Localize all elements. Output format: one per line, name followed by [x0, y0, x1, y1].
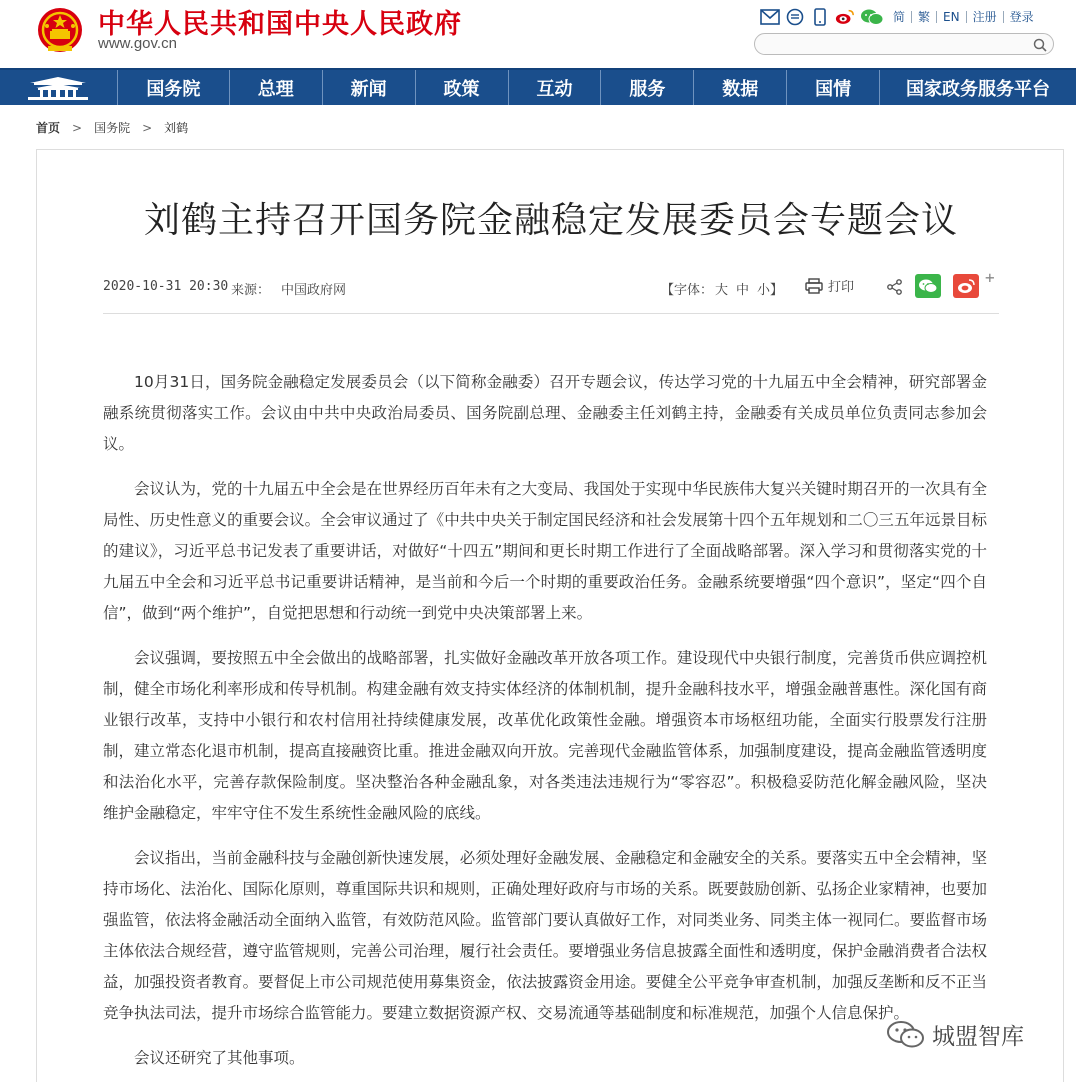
- site-url[interactable]: www.gov.cn: [98, 35, 177, 52]
- message-icon[interactable]: [785, 8, 805, 26]
- article-paragraph: 会议指出，当前金融科技与金融创新快速发展，必须处理好金融发展、金融稳定和金融安全的关系。要落实五中全会精神，坚持市场化、法治化、国际化原则，尊重国际共识和规则，正确处理好政府与市场的关系。既要鼓励创新、弘扬企业家精神，也要加强监管，依法将金融活动全面纳入监管，有效防范风险。监管部门要认真做好工作，对同类业务、同类主体一视同仁。要监督市场主体依法合规经营，遵守监管规则，完善公司治理，履行社会责任。要增强业务信息披露全面性和透明度，保护金融消费者合法权益，加强投资者教育。要督促上市公司规范使用募集资金，依法披露资金用途。要健全公平竞争审查机制，加强反垄断和反不正当竞争执法司法，提升市场综合监管能力。要建立数据资源产权、交易流通等基础制度和标准规范，加强个人信息保护。: [103, 849, 987, 1022]
- printer-icon: [805, 278, 823, 294]
- font-medium-button[interactable]: 中: [736, 283, 750, 298]
- national-emblem-icon[interactable]: [36, 6, 84, 56]
- nav-national-conditions[interactable]: 国情: [787, 70, 880, 105]
- article-body: [103, 367, 987, 1082]
- publish-date: 2020-10-31 20:30: [103, 279, 229, 294]
- lang-traditional-link[interactable]: 繁: [911, 11, 936, 23]
- mail-icon[interactable]: [760, 8, 780, 26]
- chevron-right-icon: >: [72, 120, 83, 135]
- lang-english-link[interactable]: EN: [936, 11, 966, 23]
- article-paragraph: 会议强调，要按照五中全会做出的战略部署，扎实做好金融改革开放各项工作。建设现代中央银行制度，完善货币供应调控机制，健全市场化利率形成和传导机制。构建金融有效支持实体经济的体制机制，提升金融科技水平，增强金融普惠性。深化国有商业银行改革，支持中小银行和农村信用社持续健康发展，改革优化政策性金融。增强资本市场枢纽功能，全面实行股票发行注册制，建立常态化退市机制，提高直接融资比重。推进金融双向开放。完善现代金融监管体系，加强制度建设，提高金融监管透明度和法治化水平，完善存款保险制度。坚决整治各种金融乱象，对各类违法违规行为“零容忍”。积极稳妥防范化解金融风险，坚决维护金融稳定，牢牢守住不发生系统性金融风险的底线。: [103, 649, 987, 822]
- article-paragraph: 会议还研究了其他事项。: [134, 1049, 305, 1067]
- site-title[interactable]: 中华人民共和国中央人民政府: [98, 9, 462, 40]
- nav-services[interactable]: 服务: [601, 70, 694, 105]
- watermark-text: 城盟智库: [932, 1024, 1024, 1050]
- print-button[interactable]: [805, 276, 854, 295]
- font-size-controls: [661, 279, 791, 298]
- share-weibo-icon[interactable]: [953, 274, 979, 298]
- source-label: 来源：: [231, 283, 271, 298]
- font-size-label: 【字体：: [661, 283, 714, 298]
- meta-divider: [103, 313, 999, 314]
- font-small-button[interactable]: 小】: [757, 283, 784, 298]
- breadcrumb-liu-he[interactable]: 刘鹤: [164, 121, 189, 135]
- article-paragraph: 会议认为，党的十九届五中全会是在世界经历百年未有之大变局、我国处于实现中华民族伟大复兴关键时期召开的一次具有全局性、历史性意义的重要会议。全会审议通过了《中共中央关于制定国民经济和社会发展第十四个五年规划和二〇三五年远景目标的建议》，习近平总书记发表了重要讲话，对做好“十四五”期间和更长时期工作进行了全面战略部署。深入学习和贯彻落实党的十九届五中全会和习近平总书记重要讲话精神，是当前和今后一个时期的重要政治任务。金融系统要增强“四个意识”，坚定“四个自信”，做到“两个维护”，自觉把思想和行动统一到党中央决策部署上来。: [103, 480, 987, 622]
- article-title: 刘鹤主持召开国务院金融稳定发展委员会专题会议: [143, 200, 958, 241]
- article-container: [36, 149, 1064, 1082]
- wechat-watermark-icon: [886, 1019, 926, 1051]
- nav-state-council[interactable]: 国务院: [118, 70, 230, 105]
- breadcrumb: [36, 119, 188, 136]
- search-input[interactable]: [765, 36, 1015, 52]
- nav-news[interactable]: 新闻: [323, 70, 416, 105]
- register-link[interactable]: 注册: [966, 11, 1003, 23]
- share-wechat-icon[interactable]: [915, 274, 941, 298]
- nav-data[interactable]: 数据: [694, 70, 787, 105]
- nav-home-icon[interactable]: [0, 70, 118, 105]
- more-share-icon[interactable]: +: [985, 268, 995, 287]
- weibo-icon[interactable]: [835, 8, 855, 26]
- nav-policy[interactable]: 政策: [416, 70, 509, 105]
- print-label: 打印: [828, 280, 855, 295]
- font-large-button[interactable]: 大: [715, 283, 729, 298]
- chevron-right-icon: >: [142, 120, 153, 135]
- search-icon[interactable]: [1033, 37, 1047, 51]
- wechat-icon[interactable]: [860, 8, 884, 26]
- source-name: 中国政府网: [281, 283, 347, 298]
- nav-service-platform[interactable]: 国家政务服务平台: [906, 78, 1051, 100]
- search-box: [754, 33, 1054, 55]
- nav-interaction[interactable]: 互动: [509, 70, 602, 105]
- article-paragraph: 10月31日，国务院金融稳定发展委员会（以下简称金融委）召开专题会议，传达学习党的十九届五中全会精神，研究部署金融系统贯彻落实工作。会议由中共中央政治局委员、国务院副总理、金融委主任刘鹤主持，金融委有关成员单位负责同志参加会议。: [103, 373, 987, 453]
- site-header: [0, 0, 1076, 68]
- share-icon[interactable]: [886, 278, 904, 296]
- header-tools: [760, 6, 1040, 28]
- breadcrumb-state-council[interactable]: 国务院: [94, 121, 131, 135]
- login-link[interactable]: 登录: [1003, 11, 1040, 23]
- watermark: [886, 1018, 1024, 1051]
- nav-premier[interactable]: 总理: [230, 70, 323, 105]
- lang-simplified-link[interactable]: 简: [893, 10, 906, 24]
- main-nav: [0, 68, 1076, 105]
- mobile-icon[interactable]: [810, 8, 830, 26]
- breadcrumb-home[interactable]: 首页: [36, 121, 61, 135]
- article-meta: [103, 268, 999, 300]
